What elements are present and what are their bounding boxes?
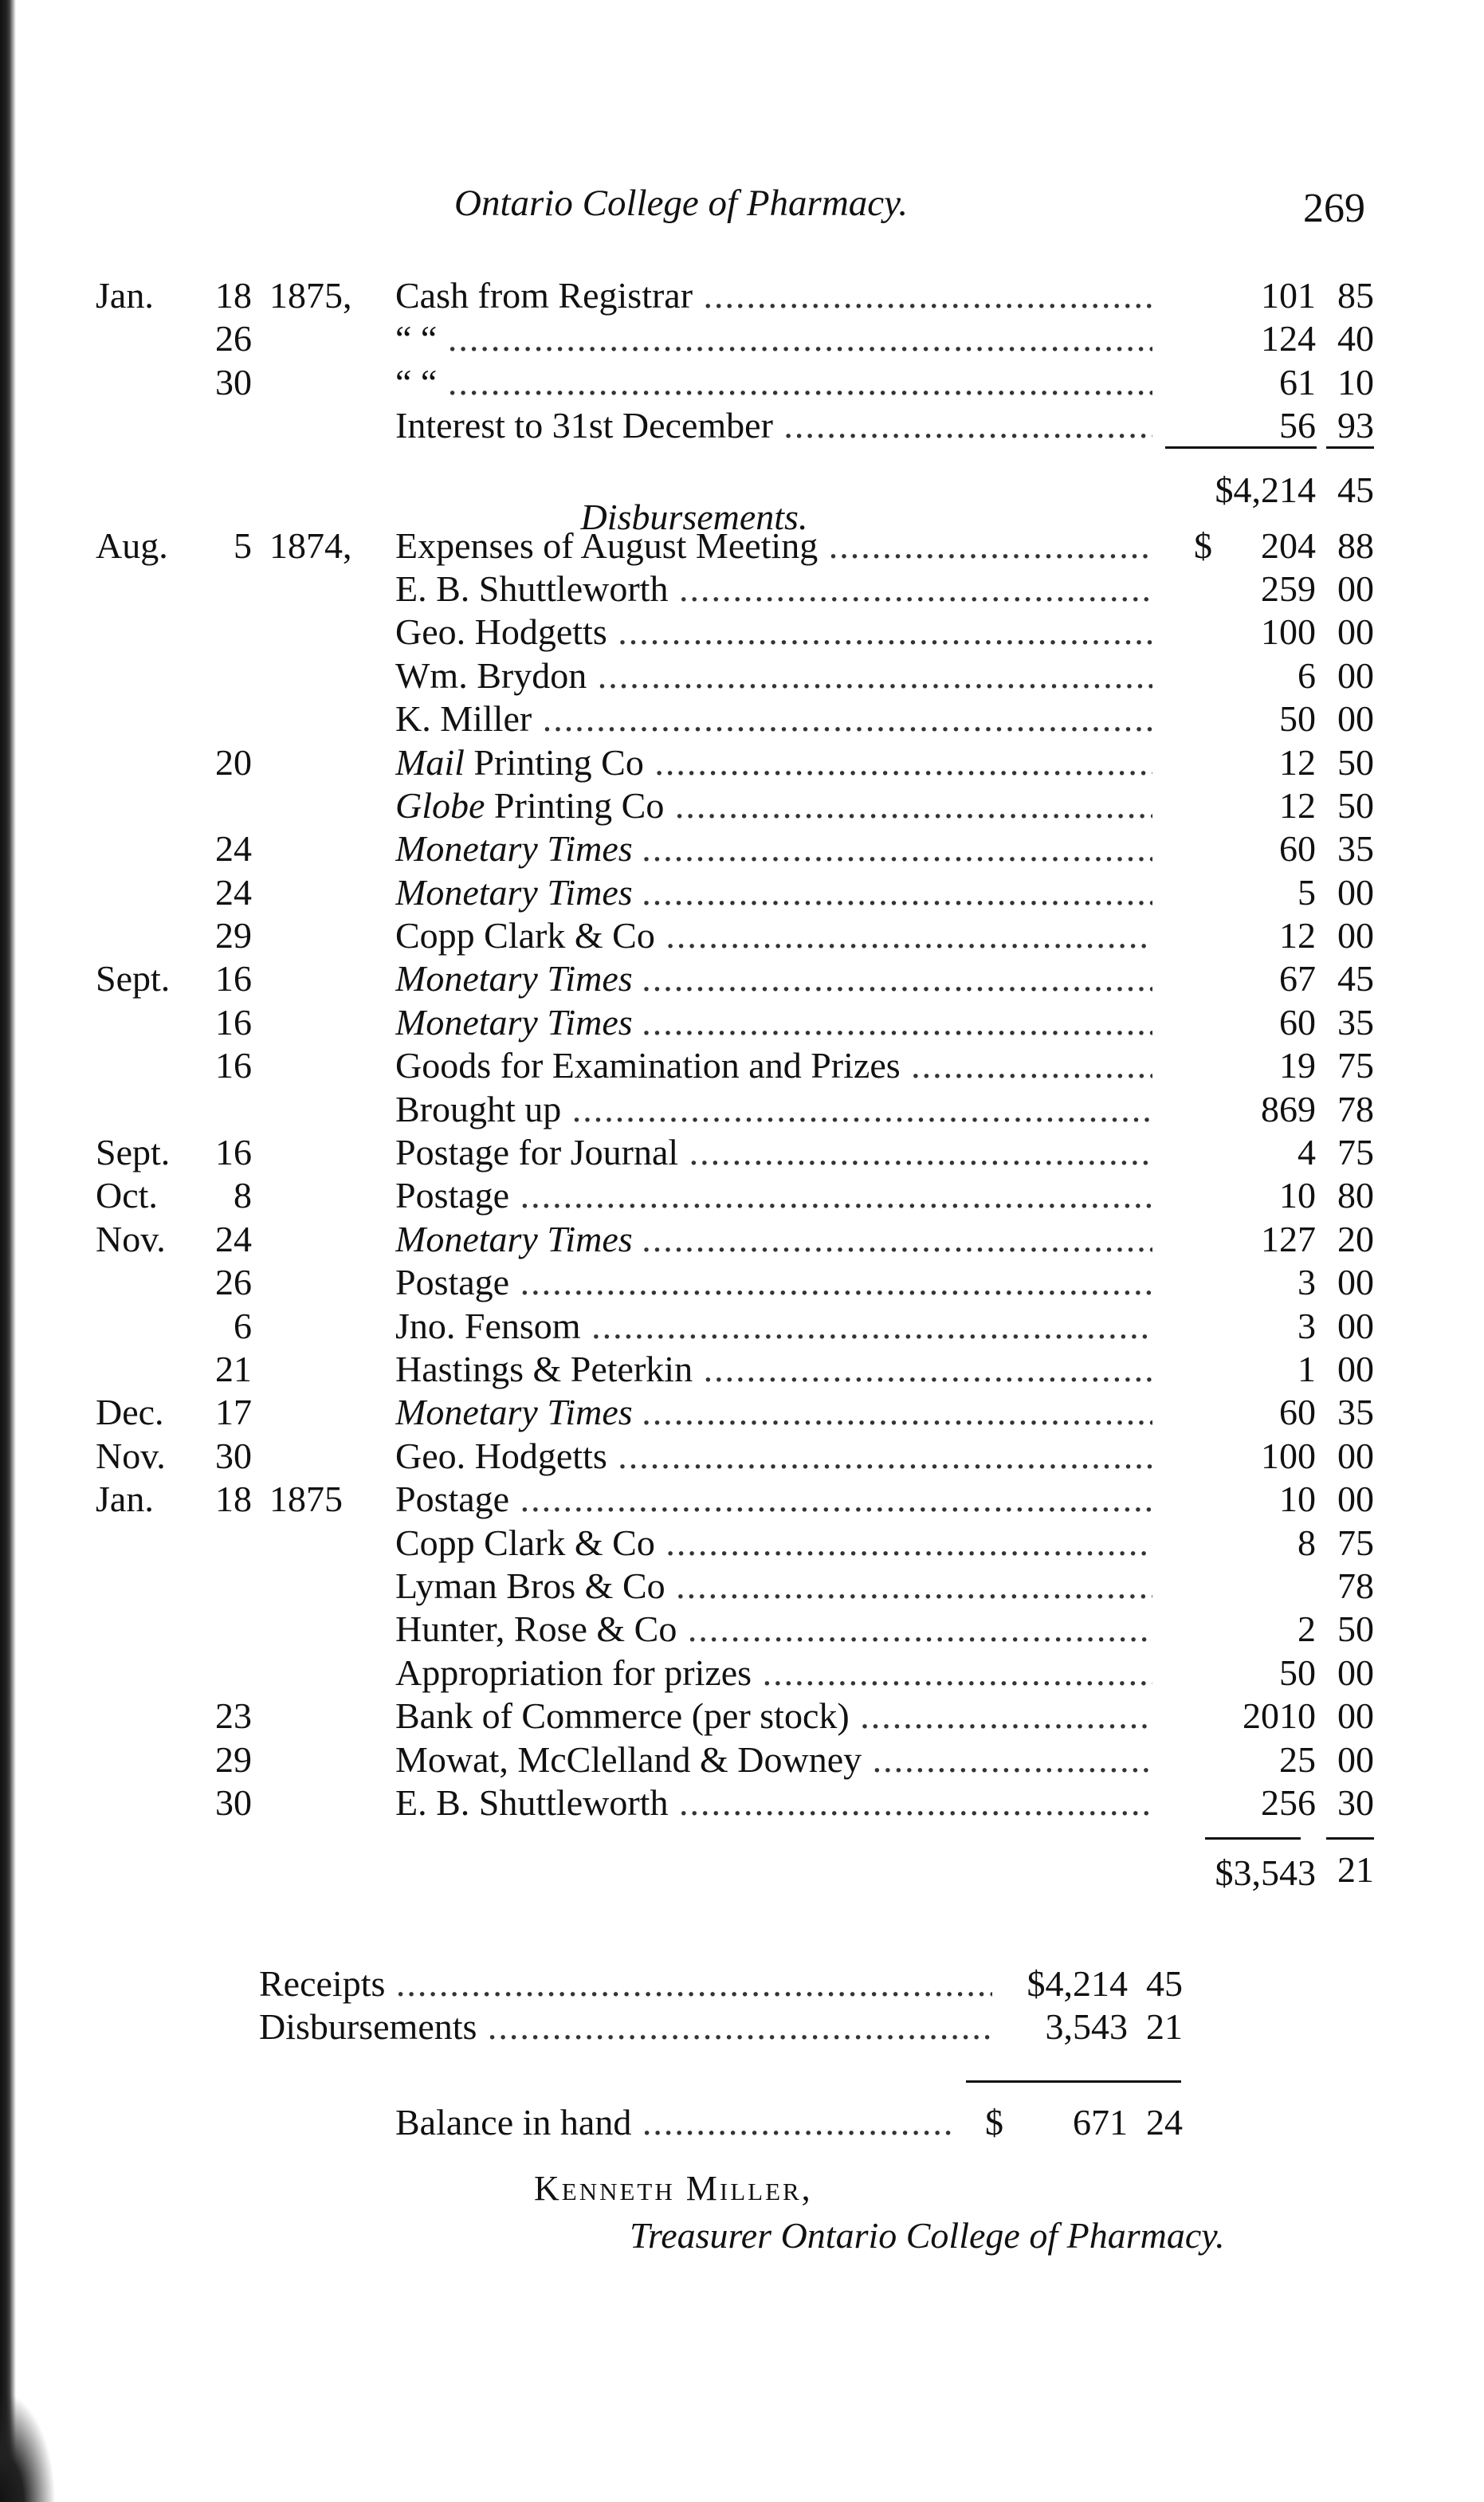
entry-italic-name: Monetary Times bbox=[395, 1218, 633, 1259]
entry-description-text: Postage bbox=[395, 1175, 510, 1216]
entry-italic-name: Globe bbox=[395, 784, 485, 826]
entry-day: 20 bbox=[215, 741, 252, 783]
receipts-total-cents: 45 bbox=[1337, 469, 1374, 510]
balance-cents: 24 bbox=[1146, 2102, 1183, 2143]
entry-dollars: 127 bbox=[1261, 1218, 1316, 1259]
entry-cents: 00 bbox=[1337, 1695, 1374, 1737]
entry-dollars: 67 bbox=[1279, 958, 1316, 1000]
entry-dollars: 4 bbox=[1298, 1132, 1316, 1173]
entry-description bbox=[395, 1174, 1152, 1217]
entry-month: Sept. bbox=[96, 958, 171, 1000]
entry-description bbox=[395, 1738, 1152, 1781]
entry-day: 30 bbox=[215, 361, 252, 403]
entry-description bbox=[395, 361, 1152, 404]
entry-cents: 30 bbox=[1337, 1781, 1374, 1823]
entry-description-text: Postage bbox=[395, 1479, 510, 1520]
entry-month: Jan. bbox=[96, 275, 154, 316]
receipt-row bbox=[0, 317, 1484, 360]
entry-day: 29 bbox=[215, 1738, 252, 1780]
summary-disbursements-dollars: 3,543 bbox=[1045, 2006, 1128, 2047]
entry-italic-name: Monetary Times bbox=[395, 828, 633, 870]
entry-description bbox=[395, 1001, 1152, 1044]
balance-dollars: 671 bbox=[1073, 2102, 1128, 2143]
entry-description-text: Expenses of August Meeting bbox=[395, 524, 819, 566]
disbursement-row bbox=[0, 1478, 1484, 1521]
entry-cents: 35 bbox=[1337, 1001, 1374, 1043]
entry-cents: 00 bbox=[1337, 1738, 1374, 1780]
entry-day: 16 bbox=[215, 958, 252, 1000]
disbursement-row bbox=[0, 784, 1484, 827]
entry-description-text: E. B. Shuttleworth bbox=[395, 568, 669, 609]
entry-dollars: 256 bbox=[1261, 1781, 1316, 1823]
entry-description-text: Interest to 31st December bbox=[395, 405, 773, 446]
entry-dollars: 124 bbox=[1261, 318, 1316, 359]
entry-dollars: 204 bbox=[1261, 524, 1316, 566]
disbursement-row bbox=[0, 1044, 1484, 1087]
entry-italic-name: Mail bbox=[395, 741, 465, 783]
disbursements-total-dollars: $3,543 bbox=[1215, 1852, 1316, 1894]
entry-dollars: 12 bbox=[1279, 915, 1316, 956]
entry-description bbox=[395, 568, 1152, 611]
summary-receipts-cents: 45 bbox=[1146, 1963, 1183, 2004]
disbursement-row bbox=[0, 1565, 1484, 1608]
entry-month: Jan. bbox=[96, 1479, 154, 1520]
disbursement-row bbox=[0, 1261, 1484, 1304]
disbursement-row bbox=[0, 1088, 1484, 1131]
entry-description bbox=[395, 404, 1152, 447]
receipts-total-row bbox=[0, 448, 1484, 510]
entry-day: 30 bbox=[215, 1435, 252, 1476]
entry-day: 21 bbox=[215, 1348, 252, 1389]
entry-description-text: Copp Clark & Co bbox=[395, 1522, 655, 1563]
disbursement-row bbox=[0, 914, 1484, 957]
disbursement-row bbox=[0, 741, 1484, 784]
signature-title: Treasurer Ontario College of Pharmacy. bbox=[630, 2215, 1225, 2256]
entry-cents: 75 bbox=[1337, 1045, 1374, 1086]
entry-dollars: 19 bbox=[1279, 1045, 1316, 1086]
entry-dollars: 10 bbox=[1279, 1175, 1316, 1216]
entry-description-text: E. B. Shuttleworth bbox=[395, 1781, 669, 1823]
entry-cents: 35 bbox=[1337, 828, 1374, 870]
disbursement-row bbox=[0, 1391, 1484, 1434]
entry-cents: 00 bbox=[1337, 1652, 1374, 1693]
entry-description-text: Postage bbox=[395, 1262, 510, 1303]
balance-sign: $ bbox=[985, 2102, 1003, 2143]
entry-description-text: Wm. Brydon bbox=[395, 654, 587, 696]
balance-label: Balance in hand ..... bbox=[395, 2101, 953, 2144]
entry-cents: 35 bbox=[1337, 1392, 1374, 1433]
entry-cents: 00 bbox=[1337, 871, 1374, 913]
entry-description bbox=[395, 697, 1152, 740]
disbursement-row bbox=[0, 568, 1484, 611]
entry-description-text: Geo. Hodgetts bbox=[395, 611, 607, 653]
entry-dollars: 50 bbox=[1279, 698, 1316, 740]
summary-rule bbox=[966, 2080, 1181, 2083]
entry-description bbox=[395, 1695, 1152, 1738]
entry-cents: 88 bbox=[1337, 524, 1374, 566]
entry-day: 24 bbox=[215, 828, 252, 870]
entry-description bbox=[395, 1131, 1152, 1174]
entry-dollars: 101 bbox=[1261, 275, 1316, 316]
entry-italic-name: Monetary Times bbox=[395, 1392, 633, 1433]
disbursement-row bbox=[0, 1781, 1484, 1824]
disbursement-row bbox=[0, 654, 1484, 697]
entry-description bbox=[395, 1478, 1152, 1521]
signature-name: Kenneth Miller, bbox=[534, 2169, 813, 2208]
disbursements-list bbox=[0, 524, 1484, 1825]
summary-receipts-label: Receipts ..... bbox=[259, 1962, 992, 2005]
section-title-row bbox=[0, 496, 1484, 537]
entry-dollars: 3 bbox=[1298, 1262, 1316, 1303]
disbursement-row bbox=[0, 1738, 1484, 1781]
entry-description bbox=[395, 1391, 1152, 1434]
entry-description bbox=[395, 914, 1152, 957]
disbursement-row bbox=[0, 1652, 1484, 1695]
entry-dollars: 56 bbox=[1279, 405, 1316, 446]
total-rule-cents bbox=[1326, 1837, 1374, 1840]
entry-description bbox=[395, 741, 1152, 784]
entry-description-text: Postage for Journal bbox=[395, 1132, 679, 1173]
entry-day: 23 bbox=[215, 1695, 252, 1737]
disbursement-row bbox=[0, 697, 1484, 740]
entry-description bbox=[395, 274, 1152, 317]
disbursement-row bbox=[0, 1435, 1484, 1478]
entry-month: Dec. bbox=[96, 1392, 164, 1433]
entry-description-text: Cash from Registrar bbox=[395, 275, 693, 316]
balance-row bbox=[0, 2101, 1484, 2146]
disbursement-row bbox=[0, 827, 1484, 870]
entry-description bbox=[395, 827, 1152, 870]
entry-dollars: 25 bbox=[1279, 1738, 1316, 1780]
entry-description-text: Brought up bbox=[395, 1088, 562, 1129]
entry-cents: 78 bbox=[1337, 1088, 1374, 1129]
entry-description-text: Hastings & Peterkin bbox=[395, 1348, 693, 1389]
entry-cents: 00 bbox=[1337, 1305, 1374, 1346]
disbursement-row bbox=[0, 611, 1484, 654]
entry-description-text: Printing Co bbox=[493, 784, 665, 826]
entry-day: 17 bbox=[215, 1392, 252, 1433]
entry-cents: 00 bbox=[1337, 1435, 1374, 1476]
entry-cents: 00 bbox=[1337, 654, 1374, 696]
disbursement-row bbox=[0, 1522, 1484, 1565]
disbursements-total-row bbox=[0, 1824, 1484, 1894]
entry-description bbox=[395, 1565, 1152, 1608]
entry-description bbox=[395, 654, 1152, 697]
summary-disbursements-row bbox=[0, 2005, 1484, 2048]
entry-month: Nov. bbox=[96, 1218, 166, 1259]
entry-description-text: Goods for Examination and Prizes bbox=[395, 1045, 901, 1086]
entry-cents: 85 bbox=[1337, 275, 1374, 316]
entry-cents: 78 bbox=[1337, 1565, 1374, 1606]
entry-cents: 20 bbox=[1337, 1218, 1374, 1259]
entry-day: 6 bbox=[234, 1305, 252, 1346]
entry-description-text: Jno. Fensom bbox=[395, 1305, 581, 1346]
disbursement-row bbox=[0, 1695, 1484, 1738]
entry-cents: 00 bbox=[1337, 1348, 1374, 1389]
entry-description bbox=[395, 1218, 1152, 1261]
entry-description bbox=[395, 1044, 1152, 1087]
entry-day: 26 bbox=[215, 1262, 252, 1303]
disbursement-row bbox=[0, 1131, 1484, 1174]
entry-day: 26 bbox=[215, 318, 252, 359]
disbursements-heading: Disbursements. bbox=[580, 496, 808, 537]
entry-description bbox=[395, 1088, 1152, 1131]
entry-description bbox=[395, 1261, 1152, 1304]
disbursement-row bbox=[0, 1305, 1484, 1348]
entry-day: 24 bbox=[215, 871, 252, 913]
total-rule-dollars bbox=[1205, 1837, 1301, 1840]
entry-cents: 75 bbox=[1337, 1132, 1374, 1173]
entry-month: Aug. bbox=[96, 524, 168, 566]
entry-description-text: “ “ bbox=[395, 361, 438, 403]
entry-day: 16 bbox=[215, 1001, 252, 1043]
entry-description-text: Bank of Commerce (per stock) bbox=[395, 1695, 850, 1737]
entry-day: 16 bbox=[215, 1132, 252, 1173]
receipt-row bbox=[0, 404, 1484, 447]
entry-description bbox=[395, 524, 1152, 568]
entry-dollars: 12 bbox=[1279, 784, 1316, 826]
receipts-total-dollars: $4,214 bbox=[1215, 469, 1316, 510]
entry-cents: 50 bbox=[1337, 784, 1374, 826]
entry-italic-name: Monetary Times bbox=[395, 958, 633, 1000]
summary bbox=[0, 1962, 1484, 2048]
disbursement-row bbox=[0, 1174, 1484, 1217]
entry-cents: 50 bbox=[1337, 741, 1374, 783]
entry-dollars: 60 bbox=[1279, 828, 1316, 870]
entry-day: 8 bbox=[234, 1175, 252, 1216]
receipt-row bbox=[0, 274, 1484, 317]
entry-cents: 00 bbox=[1337, 568, 1374, 609]
receipts-continued-list bbox=[0, 274, 1484, 448]
summary-receipts-row bbox=[0, 1962, 1484, 2005]
total-rule-dollars bbox=[1165, 446, 1317, 449]
entry-dollar-sign: $ bbox=[1194, 524, 1212, 566]
entry-description-text: “ “ bbox=[395, 318, 438, 359]
page-number: 269 bbox=[1303, 186, 1365, 231]
total-rule-cents bbox=[1326, 446, 1374, 449]
entry-dollars: 5 bbox=[1298, 871, 1316, 913]
entry-year: 1875, bbox=[269, 275, 352, 316]
entry-description-text: Copp Clark & Co bbox=[395, 915, 655, 956]
entry-dollars: 60 bbox=[1279, 1001, 1316, 1043]
disbursement-row bbox=[0, 871, 1484, 914]
disbursement-row bbox=[0, 524, 1484, 568]
summary-disbursements-label: Disbursements ..... bbox=[259, 2005, 992, 2048]
entry-dollars: 100 bbox=[1261, 611, 1316, 653]
entry-cents: 00 bbox=[1337, 915, 1374, 956]
entry-day: 5 bbox=[234, 524, 252, 566]
disbursement-row bbox=[0, 1348, 1484, 1391]
entry-cents: 00 bbox=[1337, 1262, 1374, 1303]
entry-dollars: 6 bbox=[1298, 654, 1316, 696]
entry-dollars: 60 bbox=[1279, 1392, 1316, 1433]
entry-description bbox=[395, 1652, 1152, 1695]
entry-description-text: Mowat, McClelland & Downey bbox=[395, 1738, 862, 1780]
entry-year: 1874, bbox=[269, 524, 352, 566]
binding-shadow bbox=[0, 2390, 56, 2502]
entry-month: Nov. bbox=[96, 1435, 166, 1476]
entry-dollars: 2 bbox=[1298, 1608, 1316, 1650]
entry-description bbox=[395, 784, 1152, 827]
entry-dollars: 50 bbox=[1279, 1652, 1316, 1693]
entry-dollars: 100 bbox=[1261, 1435, 1316, 1476]
entry-italic-name: Monetary Times bbox=[395, 1001, 633, 1043]
disbursement-row bbox=[0, 1608, 1484, 1651]
entry-description bbox=[395, 1435, 1152, 1478]
entry-dollars: 61 bbox=[1279, 361, 1316, 403]
entry-cents: 10 bbox=[1337, 361, 1374, 403]
summary-disbursements-cents: 21 bbox=[1146, 2006, 1183, 2047]
entry-dollars: 2010 bbox=[1243, 1695, 1316, 1737]
entry-description bbox=[395, 317, 1152, 360]
entry-description-text: K. Miller bbox=[395, 698, 532, 740]
entry-description bbox=[395, 1522, 1152, 1565]
entry-cents: 00 bbox=[1337, 611, 1374, 653]
entry-dollars: 10 bbox=[1279, 1479, 1316, 1520]
entry-cents: 00 bbox=[1337, 1479, 1374, 1520]
entry-cents: 40 bbox=[1337, 318, 1374, 359]
entry-dollars: 259 bbox=[1261, 568, 1316, 609]
entry-cents: 93 bbox=[1337, 405, 1374, 446]
entry-description-text: Printing Co bbox=[473, 741, 644, 783]
disbursement-row bbox=[0, 1218, 1484, 1261]
receipt-row bbox=[0, 361, 1484, 404]
entry-description bbox=[395, 1608, 1152, 1651]
entry-description bbox=[395, 611, 1152, 654]
entry-month: Oct. bbox=[96, 1175, 158, 1216]
entry-cents: 00 bbox=[1337, 698, 1374, 740]
disbursement-row bbox=[0, 957, 1484, 1000]
entry-description bbox=[395, 1348, 1152, 1391]
entry-month: Sept. bbox=[96, 1132, 171, 1173]
entry-cents: 50 bbox=[1337, 1608, 1374, 1650]
entry-dollars: 3 bbox=[1298, 1305, 1316, 1346]
entry-description-text: Hunter, Rose & Co bbox=[395, 1608, 677, 1650]
entry-description bbox=[395, 1781, 1152, 1824]
entry-cents: 75 bbox=[1337, 1522, 1374, 1563]
entry-day: 16 bbox=[215, 1045, 252, 1086]
entry-day: 24 bbox=[215, 1218, 252, 1259]
entry-description bbox=[395, 957, 1152, 1000]
disbursement-row bbox=[0, 1001, 1484, 1044]
running-header-title: Ontario College of Pharmacy. bbox=[454, 183, 909, 224]
entry-year: 1875 bbox=[269, 1479, 343, 1520]
entry-description-text: Geo. Hodgetts bbox=[395, 1435, 607, 1476]
entry-italic-name: Monetary Times bbox=[395, 871, 633, 913]
entry-dollars: 869 bbox=[1261, 1088, 1316, 1129]
ledger bbox=[0, 274, 1484, 1894]
entry-cents: 80 bbox=[1337, 1175, 1374, 1216]
entry-day: 30 bbox=[215, 1781, 252, 1823]
entry-dollars: 12 bbox=[1279, 741, 1316, 783]
entry-description-text: Lyman Bros & Co bbox=[395, 1565, 665, 1606]
entry-dollars: 8 bbox=[1298, 1522, 1316, 1563]
entry-cents: 45 bbox=[1337, 958, 1374, 1000]
entry-description-text: Appropriation for prizes bbox=[395, 1652, 752, 1693]
disbursements-total-cents: 21 bbox=[1337, 1849, 1374, 1891]
entry-description bbox=[395, 871, 1152, 914]
entry-day: 18 bbox=[215, 1479, 252, 1520]
entry-dollars: 1 bbox=[1298, 1348, 1316, 1389]
summary-receipts-dollars: $4,214 bbox=[1027, 1963, 1128, 2004]
entry-day: 18 bbox=[215, 275, 252, 316]
entry-description bbox=[395, 1305, 1152, 1348]
entry-day: 29 bbox=[215, 915, 252, 956]
